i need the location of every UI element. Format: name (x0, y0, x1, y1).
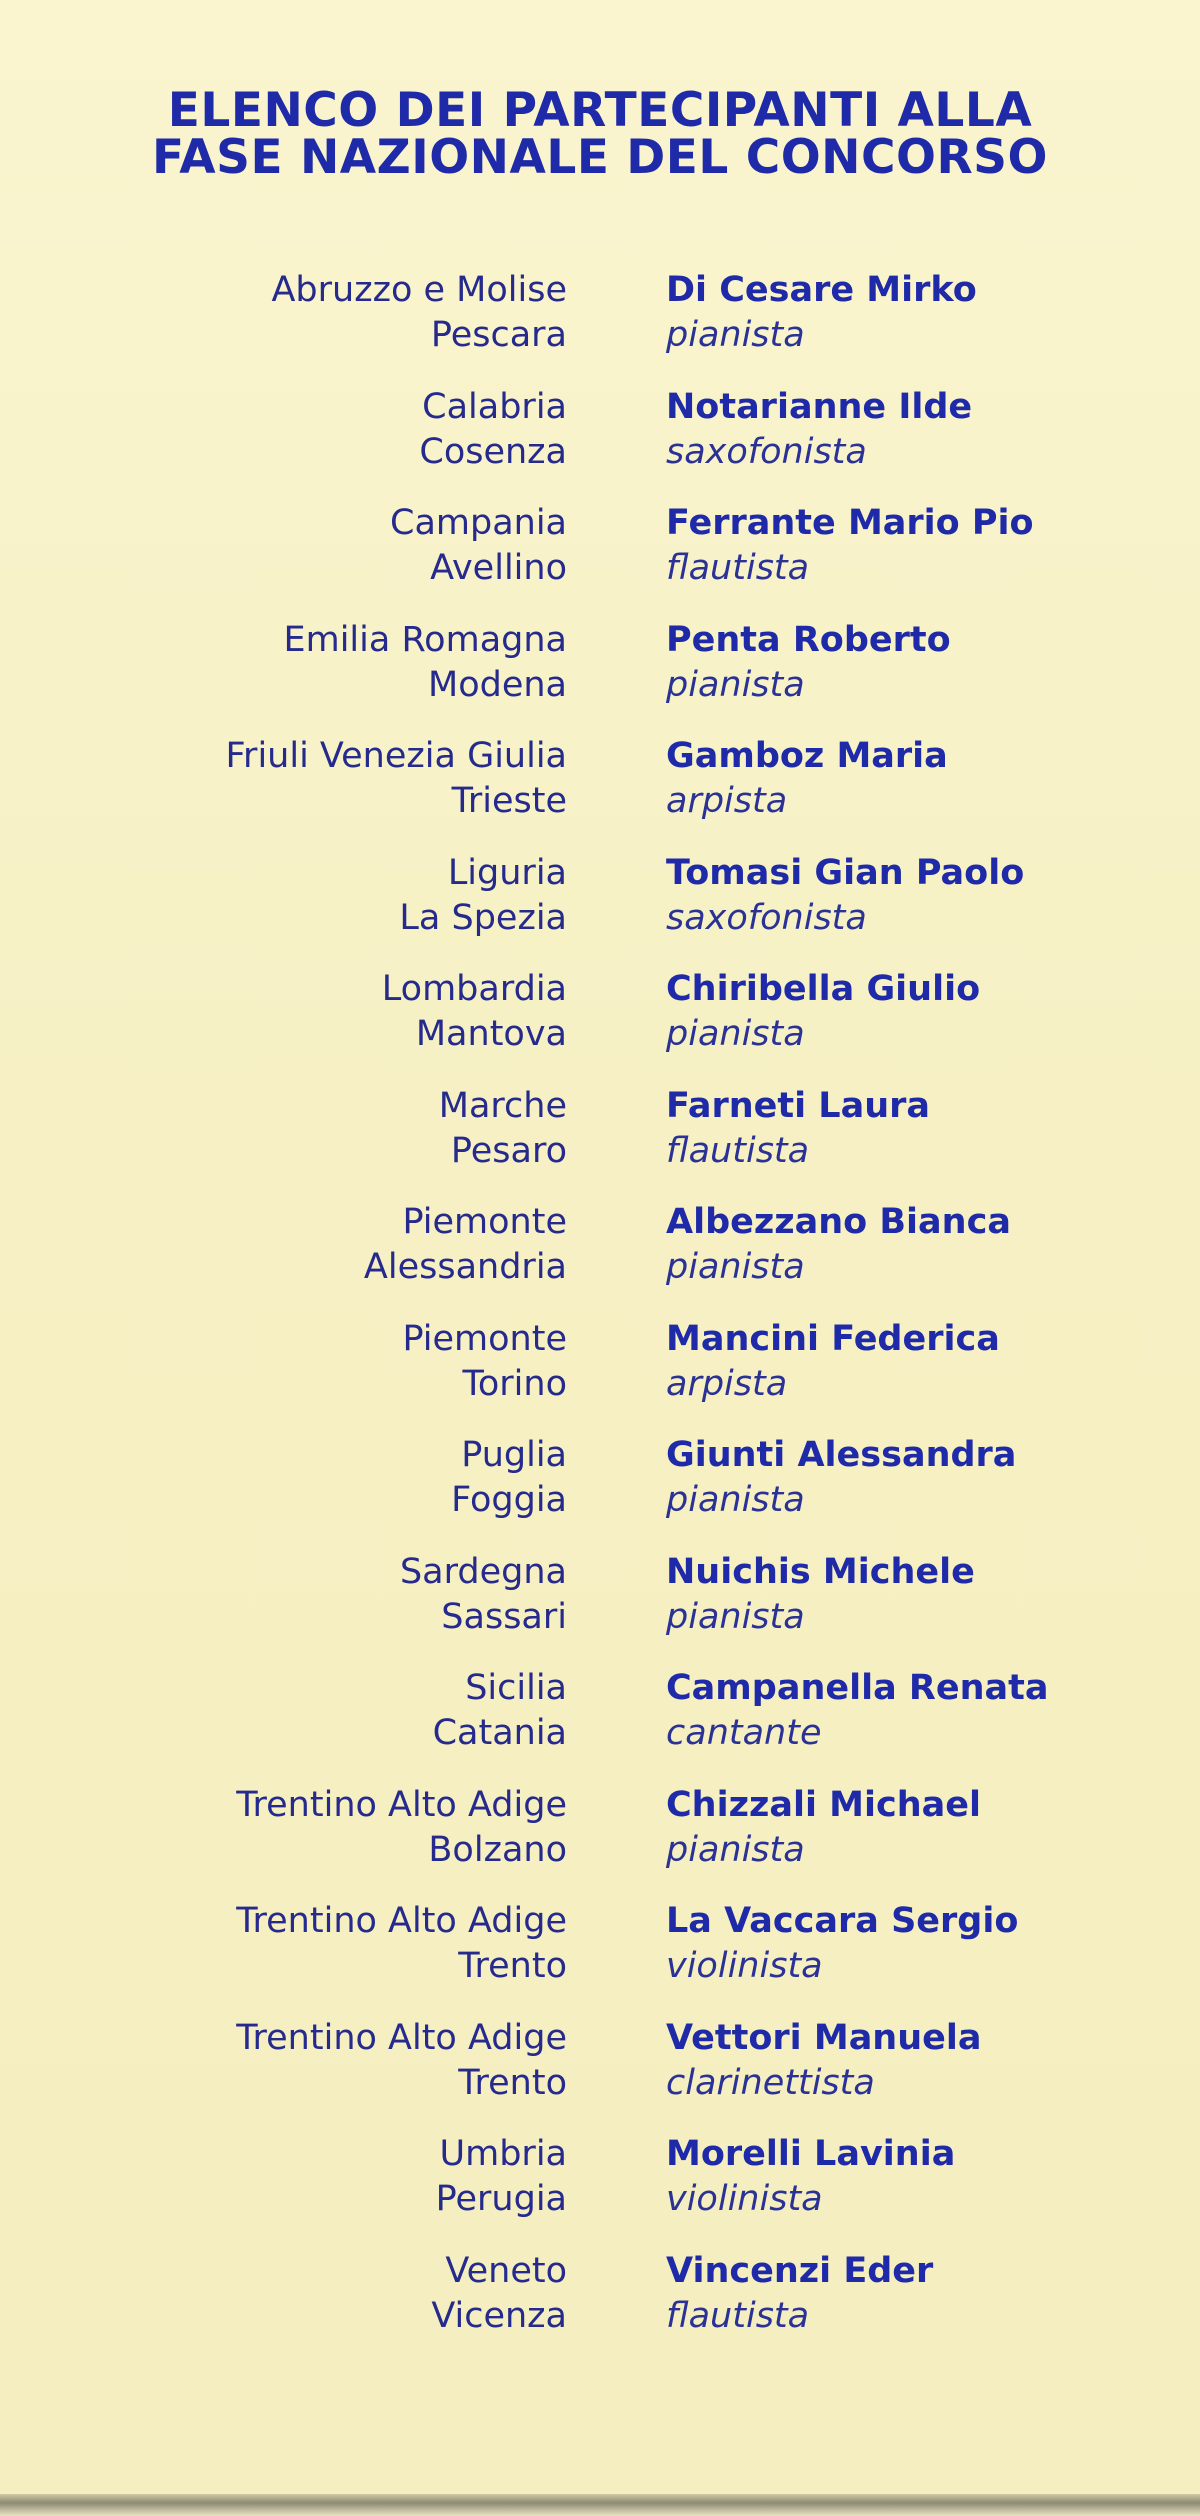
region: Calabria (422, 386, 567, 427)
participant-entry (0, 1783, 1200, 1900)
participant-entry (0, 385, 1200, 502)
participant-instrument: pianista (666, 1247, 805, 1287)
participant-name: Vincenzi Eder (666, 2250, 934, 2291)
region: Liguria (447, 852, 567, 893)
participant-name: Ferrante Mario Pio (666, 503, 1034, 543)
region: Umbria (439, 2134, 567, 2174)
location (364, 1200, 567, 1290)
location (400, 1550, 567, 1640)
participant (666, 1200, 1011, 1290)
region: Sicilia (465, 1668, 567, 1708)
region: Puglia (461, 1435, 567, 1475)
region: Emilia Romagna (283, 619, 567, 660)
location (225, 734, 567, 824)
participant (666, 618, 951, 708)
location (451, 1433, 567, 1523)
participant-entry (0, 967, 1200, 1084)
participant-entry (0, 1317, 1200, 1434)
city: Trieste (451, 781, 567, 821)
participant-entry (0, 1433, 1200, 1550)
location (236, 1899, 567, 1989)
participant-instrument: saxofonista (666, 897, 867, 938)
participant-name: Di Cesare Mirko (666, 270, 977, 310)
participant-entry (0, 734, 1200, 851)
page-bottom-edge (0, 2494, 1200, 2516)
city: Mantova (415, 1014, 567, 1054)
participant-entry (0, 1200, 1200, 1317)
participant (666, 1550, 975, 1640)
location (431, 2249, 567, 2339)
participant-instrument: cantante (666, 1713, 822, 1753)
participant-instrument: pianista (666, 1829, 805, 1870)
region: Campania (390, 503, 567, 543)
participant-name: Campanella Renata (666, 1668, 1049, 1708)
participant-instrument: arpista (666, 781, 788, 821)
region: Piemonte (402, 1202, 567, 1242)
participant (666, 2016, 982, 2106)
participant-entry (0, 1666, 1200, 1783)
participant-instrument: flautista (666, 2295, 810, 2336)
location (382, 967, 567, 1057)
participant-instrument: flautista (666, 548, 810, 588)
city: Foggia (451, 1480, 567, 1520)
city: Catania (432, 1713, 567, 1753)
location (283, 618, 567, 708)
location (436, 2132, 567, 2222)
region: Piemonte (402, 1318, 567, 1359)
page-title-line-2: FASE NAZIONALE DEL CONCORSO (152, 130, 1048, 185)
participant-instrument: saxofonista (666, 431, 867, 472)
participant-entry (0, 2132, 1200, 2249)
region: Lombardia (381, 969, 567, 1009)
participant (666, 734, 948, 824)
participant-instrument: violinista (666, 1946, 823, 1986)
participant-name: Morelli Lavinia (666, 2134, 956, 2174)
participant (666, 501, 1034, 591)
city: La Spezia (399, 897, 567, 938)
participant-name: Chiribella Giulio (666, 969, 981, 1009)
participant-name: Penta Roberto (666, 619, 951, 660)
city: Modena (428, 664, 567, 705)
participant-entry (0, 268, 1200, 385)
participant-entry (0, 1084, 1200, 1201)
region: Friuli Venezia Giulia (225, 736, 567, 776)
location (236, 1783, 567, 1873)
city: Trento (458, 1946, 567, 1986)
participant (666, 1783, 981, 1873)
city: Cosenza (419, 431, 567, 472)
participant (666, 2132, 955, 2222)
location (236, 2016, 567, 2106)
participant-name: Notarianne Ilde (666, 386, 973, 427)
participant-instrument: flautista (666, 1130, 810, 1171)
region: Trentino Alto Adige (236, 1901, 567, 1941)
participant-instrument: pianista (666, 1596, 805, 1637)
participant-name: Vettori Manuela (666, 2017, 982, 2058)
participant (666, 967, 980, 1057)
location (439, 1084, 567, 1174)
participant-name: Chizzali Michael (666, 1784, 981, 1825)
participant-entry (0, 501, 1200, 618)
city: Trento (458, 2062, 567, 2103)
participant-entry (0, 1899, 1200, 2016)
participant-instrument: pianista (666, 1014, 805, 1054)
city: Pescara (430, 315, 567, 355)
participant-name: Nuichis Michele (666, 1551, 975, 1592)
participant (666, 1666, 1048, 1756)
participant (666, 268, 977, 358)
city: Avellino (430, 548, 567, 588)
participant-name: Albezzano Bianca (666, 1202, 1011, 1242)
participant-entry (0, 618, 1200, 735)
participant (666, 1433, 1016, 1523)
participants-list (0, 268, 1200, 2365)
participant-name: Tomasi Gian Paolo (666, 852, 1025, 893)
participant (666, 2249, 933, 2339)
city: Alessandria (363, 1247, 567, 1287)
participant-instrument: violinista (666, 2179, 823, 2219)
location (271, 268, 567, 358)
participant-instrument: pianista (666, 1480, 805, 1520)
participant-entry (0, 851, 1200, 968)
location (419, 385, 567, 475)
city: Sassari (441, 1596, 567, 1637)
city: Torino (462, 1363, 567, 1404)
region: Veneto (445, 2250, 567, 2291)
location (390, 501, 567, 591)
city: Bolzano (428, 1829, 567, 1870)
participant-name: Giunti Alessandra (666, 1435, 1017, 1475)
participant-name: Gamboz Maria (666, 736, 948, 776)
participant (666, 1317, 1000, 1407)
region: Trentino Alto Adige (236, 1784, 567, 1825)
participant-instrument: arpista (666, 1363, 788, 1404)
participant-name: Farneti Laura (666, 1085, 931, 1126)
region: Abruzzo e Molise (271, 270, 567, 310)
participant-entry (0, 1550, 1200, 1667)
city: Perugia (435, 2179, 567, 2219)
participant (666, 385, 972, 475)
participant-entry (0, 2016, 1200, 2133)
participant-name: La Vaccara Sergio (666, 1901, 1019, 1941)
location (399, 851, 567, 941)
region: Trentino Alto Adige (236, 2017, 567, 2058)
region: Sardegna (399, 1551, 567, 1592)
participant-instrument: clarinettista (666, 2062, 875, 2103)
location (402, 1317, 567, 1407)
participant (666, 1084, 930, 1174)
city: Pesaro (450, 1130, 567, 1171)
participant-instrument: pianista (666, 664, 805, 705)
participant-instrument: pianista (666, 315, 805, 355)
city: Vicenza (431, 2295, 567, 2336)
participant (666, 851, 1024, 941)
participant-name: Mancini Federica (666, 1318, 1000, 1359)
region: Marche (438, 1085, 567, 1126)
participant (666, 1899, 1018, 1989)
location (433, 1666, 567, 1756)
participant-entry (0, 2249, 1200, 2366)
page-title-line-1: ELENCO DEI PARTECIPANTI ALLA (167, 83, 1033, 138)
